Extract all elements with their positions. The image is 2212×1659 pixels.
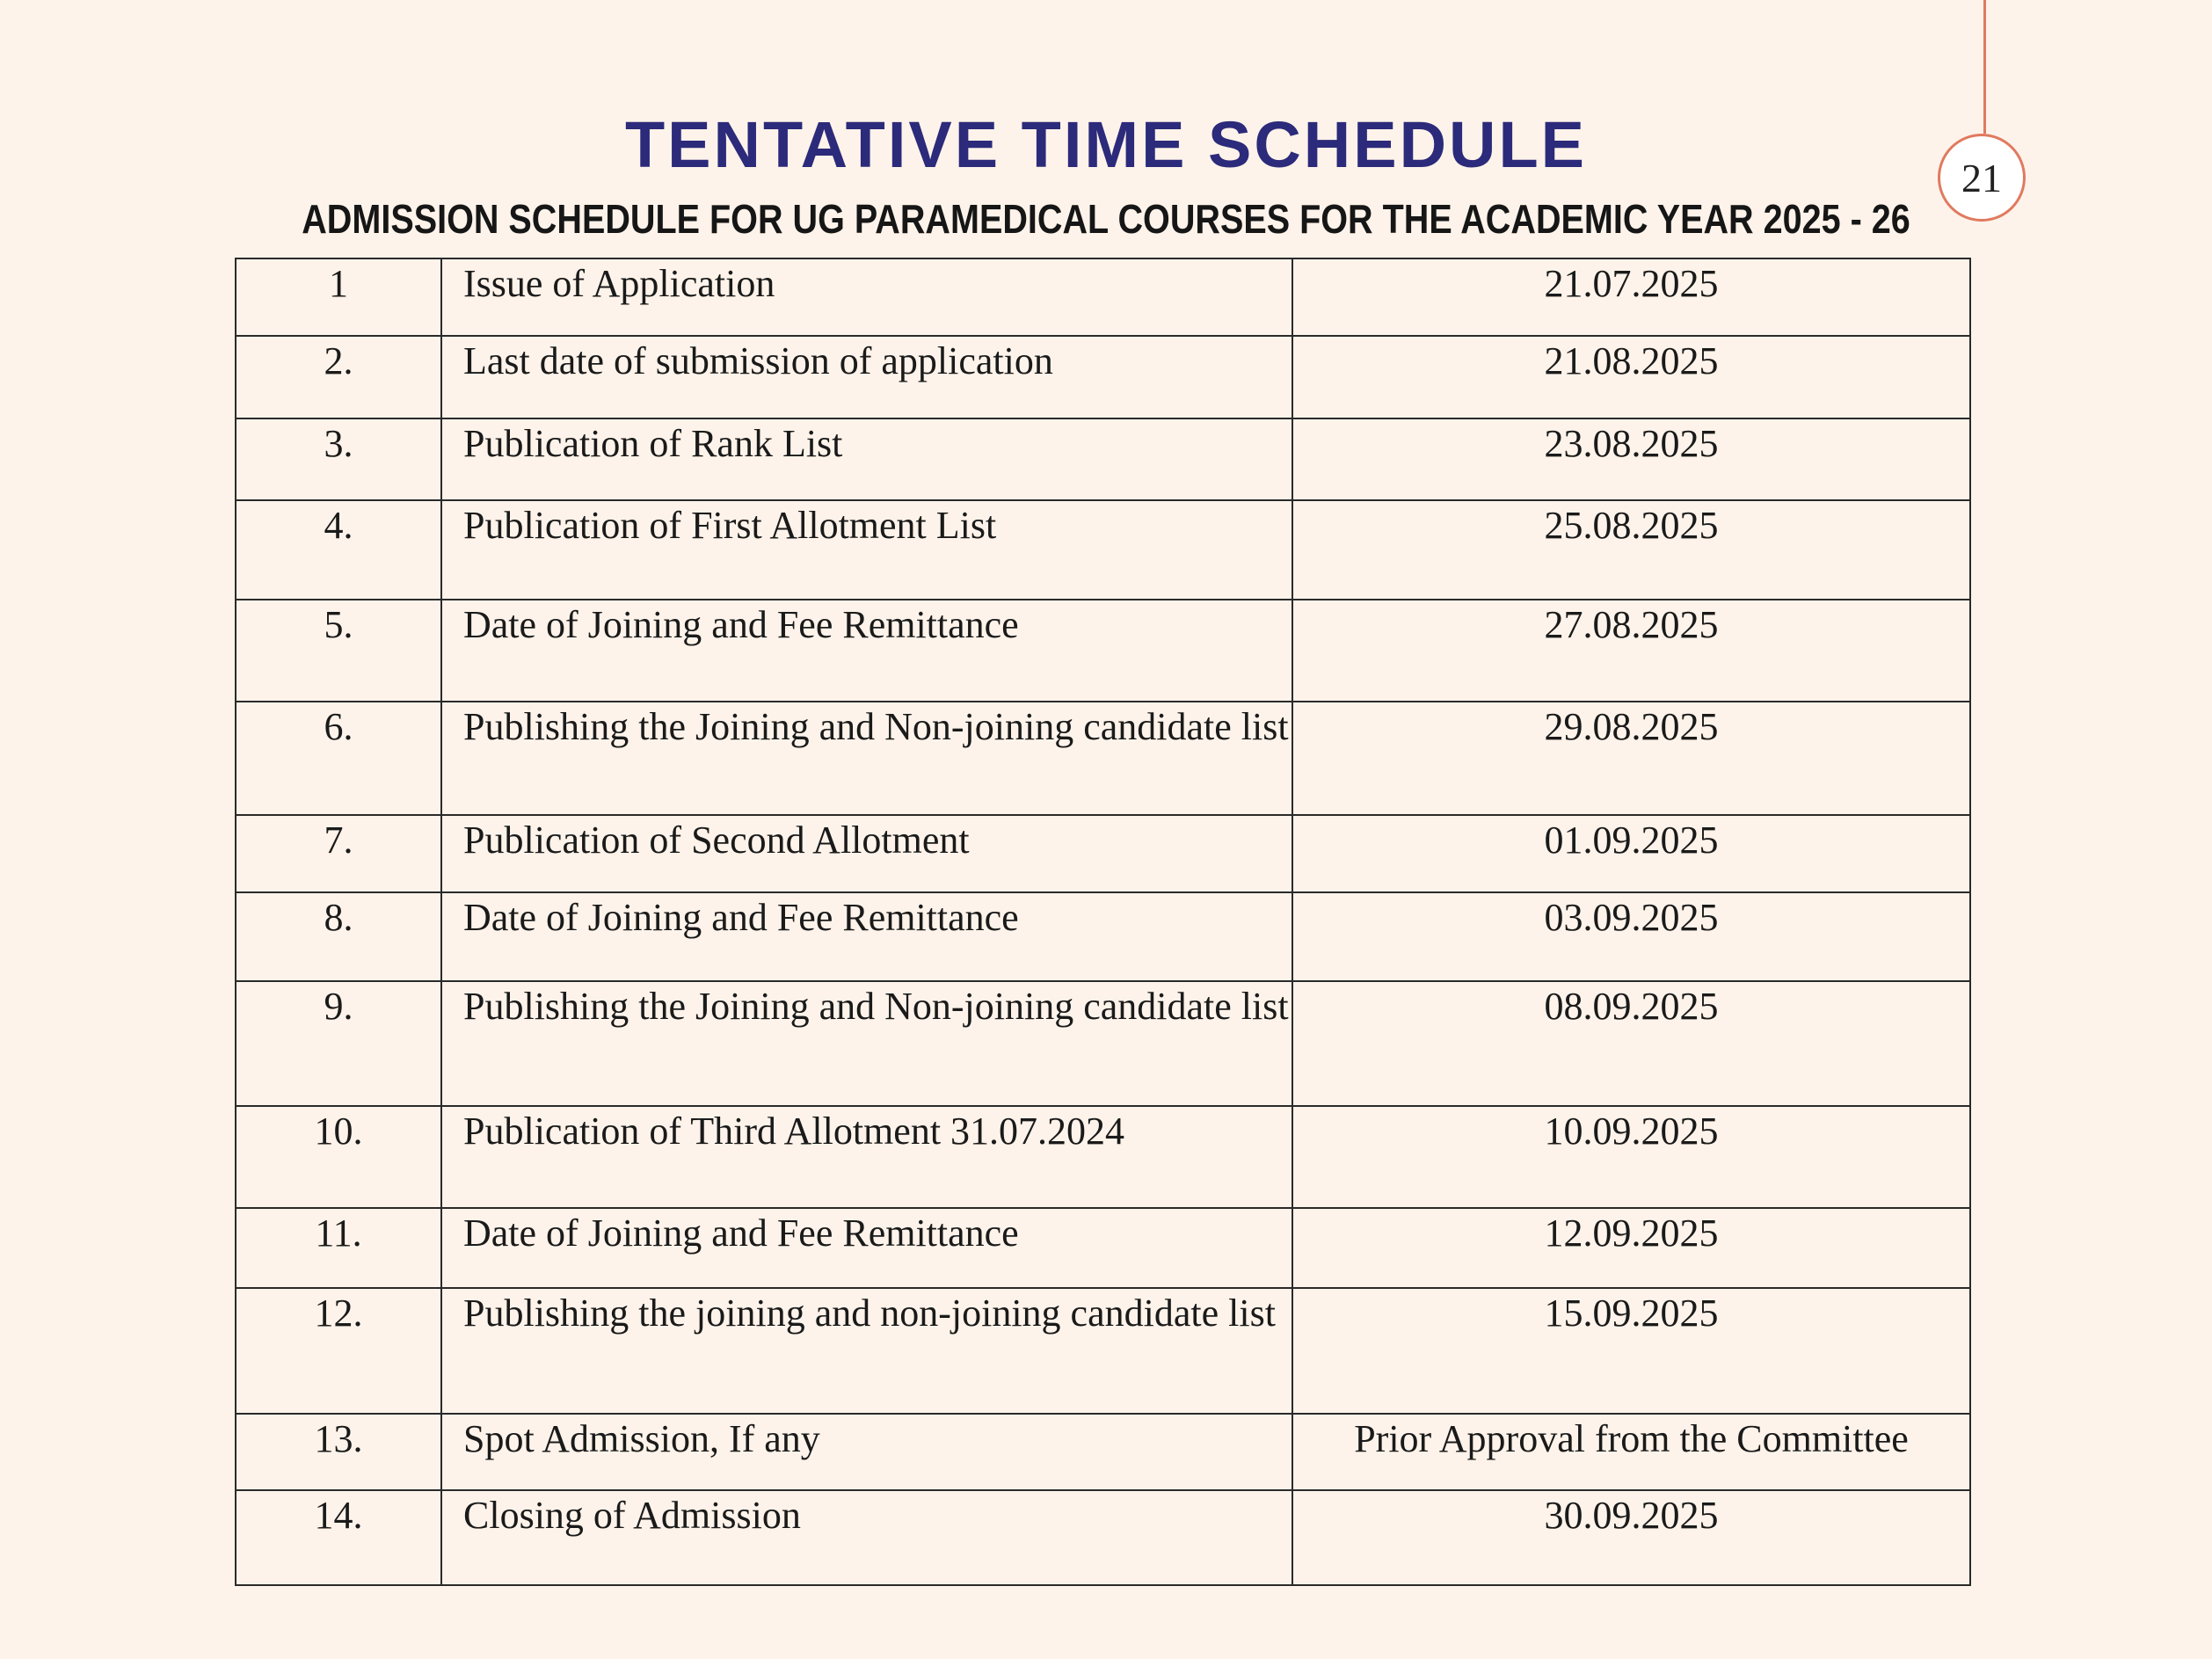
row-date: 08.09.2025 xyxy=(1292,981,1970,1106)
row-activity: Last date of submission of application xyxy=(441,336,1292,418)
table-row xyxy=(236,1208,1970,1288)
row-activity: Spot Admission, If any xyxy=(441,1414,1292,1490)
row-activity: Date of Joining and Fee Remittance xyxy=(441,600,1292,702)
row-number: 9. xyxy=(236,981,441,1106)
row-number: 8. xyxy=(236,892,441,981)
table-row xyxy=(236,1414,1970,1490)
row-number: 10. xyxy=(236,1106,441,1208)
table-row xyxy=(236,815,1970,892)
row-number: 7. xyxy=(236,815,441,892)
row-date: 23.08.2025 xyxy=(1292,418,1970,500)
row-activity: Closing of Admission xyxy=(441,1490,1292,1585)
row-activity: Date of Joining and Fee Remittance xyxy=(441,1208,1292,1288)
row-number: 2. xyxy=(236,336,441,418)
row-date: 12.09.2025 xyxy=(1292,1208,1970,1288)
row-activity: Publication of Third Allotment 31.07.2024 xyxy=(441,1106,1292,1208)
table-row xyxy=(236,336,1970,418)
table-row xyxy=(236,981,1970,1106)
page-title: TENTATIVE TIME SCHEDULE xyxy=(624,108,1588,181)
row-date: 29.08.2025 xyxy=(1292,702,1970,815)
table-row xyxy=(236,600,1970,702)
table-row xyxy=(236,500,1970,600)
row-activity: Publishing the Joining and Non-joining candidate list xyxy=(441,981,1292,1106)
row-number: 1 xyxy=(236,258,441,336)
table-row xyxy=(236,892,1970,981)
table-row xyxy=(236,418,1970,500)
row-number: 14. xyxy=(236,1490,441,1585)
row-activity: Publication of Second Allotment xyxy=(441,815,1292,892)
row-number: 6. xyxy=(236,702,441,815)
row-date: 25.08.2025 xyxy=(1292,500,1970,600)
row-date: 21.07.2025 xyxy=(1292,258,1970,336)
page-subtitle: ADMISSION SCHEDULE FOR UG PARAMEDICAL COURSES FOR THE ACADEMIC YEAR 2025 - 26 xyxy=(302,196,1910,242)
row-date: 10.09.2025 xyxy=(1292,1106,1970,1208)
row-date: 27.08.2025 xyxy=(1292,600,1970,702)
row-activity: Date of Joining and Fee Remittance xyxy=(441,892,1292,981)
row-number: 4. xyxy=(236,500,441,600)
table-row xyxy=(236,702,1970,815)
table-row xyxy=(236,258,1970,336)
row-date: 01.09.2025 xyxy=(1292,815,1970,892)
row-number: 3. xyxy=(236,418,441,500)
table-row xyxy=(236,1490,1970,1585)
row-date: 15.09.2025 xyxy=(1292,1288,1970,1414)
row-activity: Publishing the joining and non-joining candidate list xyxy=(441,1288,1292,1414)
schedule-table xyxy=(235,258,1971,1586)
row-activity: Issue of Application xyxy=(441,258,1292,336)
row-date: 03.09.2025 xyxy=(1292,892,1970,981)
row-activity: Publication of Rank List xyxy=(441,418,1292,500)
table-row xyxy=(236,1288,1970,1414)
row-number: 13. xyxy=(236,1414,441,1490)
row-activity: Publishing the Joining and Non-joining candidate list xyxy=(441,702,1292,815)
page-number-badge: 21 xyxy=(1938,134,2026,222)
row-number: 11. xyxy=(236,1208,441,1288)
row-date: 30.09.2025 xyxy=(1292,1490,1970,1585)
row-number: 12. xyxy=(236,1288,441,1414)
row-activity: Publication of First Allotment List xyxy=(441,500,1292,600)
row-date: Prior Approval from the Committee xyxy=(1292,1414,1970,1490)
table-row xyxy=(236,1106,1970,1208)
row-date: 21.08.2025 xyxy=(1292,336,1970,418)
row-number: 5. xyxy=(236,600,441,702)
